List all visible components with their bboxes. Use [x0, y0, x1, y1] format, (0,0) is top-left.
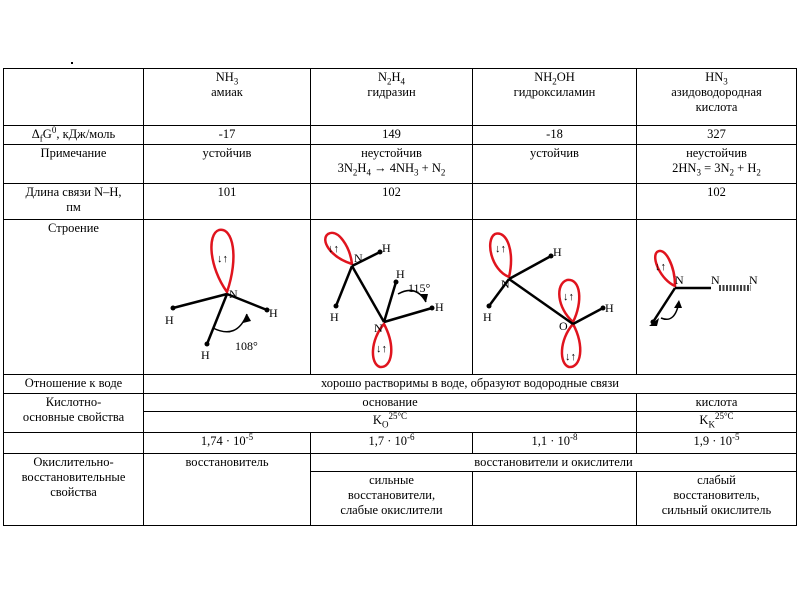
note-n2h4: неустойчив $3N_2H_4 \to 4NH_3 + N_2$ [311, 145, 473, 184]
nh3-h-label-2: H [269, 306, 278, 320]
n2h4-n-label-2: N [373, 321, 383, 335]
nh2oh-orbital-n [490, 234, 511, 277]
bond-nh3: 101 [144, 184, 311, 220]
gibbs-n2h4: 149 [311, 126, 473, 145]
nh2oh-arrows-n: ↓↑ [494, 243, 506, 255]
note-label: Примечание [4, 145, 144, 184]
redox-row-1 [4, 454, 797, 472]
header-hn3: $HN_3$ азидоводородная кислота [637, 69, 797, 126]
nh3-h-label-1: H [165, 313, 174, 327]
nh2oh-arrows-o-1: ↓↑ [562, 291, 574, 303]
water-label: Отношение к воде [4, 375, 144, 394]
note-hn3: неустойчив $2HN_3 = 3N_2 + H_2$ [637, 145, 797, 184]
note-nh3: устойчив [144, 145, 311, 184]
redox-n2h4: сильные восстановители, слабые окислители [311, 472, 473, 526]
nh2oh-o-label: O [558, 319, 568, 333]
n2h4-arrows-top: ↓↑ [327, 243, 339, 255]
hn3-n-label-2: N [710, 273, 720, 287]
k-n2h4: $1,7 \cdot 10^{-6}$ [311, 433, 473, 454]
nh2oh-h-label-1: H [552, 245, 562, 259]
n2h4-structure [311, 220, 473, 375]
n2h4-h-label-4: H [434, 300, 444, 314]
n2h4-diagram [312, 222, 472, 372]
acid-acid-value: кислота [637, 394, 797, 412]
k-nh2oh: $1,1 \cdot 10^{-8}$ [473, 433, 637, 454]
nh2oh-h-label-3: H [604, 301, 614, 315]
header-nh2oh: $NH_2OH$ гидроксиламин [473, 69, 637, 126]
n2h4-n-n-bond [352, 266, 384, 322]
structure-label: Строение [4, 220, 144, 375]
note-row [4, 145, 797, 184]
gibbs-hn3: 327 [637, 126, 797, 145]
nh2oh-diagram [475, 222, 635, 372]
acid-label: Кислотно- основные свойства [4, 394, 144, 433]
bond-hn3: 102 [637, 184, 797, 220]
k-nh3: $1,74 \cdot 10^{-5}$ [144, 433, 311, 454]
redox-nh2oh [473, 472, 637, 526]
gibbs-nh2oh: -18 [473, 126, 637, 145]
header-row [4, 69, 797, 126]
n2h4-h-label-1: H [381, 241, 391, 255]
header-nh3: $NH_3$ амиак [144, 69, 311, 126]
water-row [4, 375, 797, 394]
n2h4-angle-label: 115° [407, 281, 430, 295]
structure-row [4, 220, 797, 375]
header-n2h4: $N_2H_4$ гидразин [311, 69, 473, 126]
properties-table [3, 68, 797, 526]
hn3-diagram [639, 222, 795, 372]
bond-label: Длина связи N–H, пм [4, 184, 144, 220]
nh2oh-structure [473, 220, 637, 375]
redox-label: Окислительно- восстановительные свойства [4, 454, 144, 526]
ko-label: $K_O^{25^\circ C}$ [144, 412, 637, 433]
redox-shared: восстановители и окислители [311, 454, 797, 472]
n2h4-n-label-1: N [353, 251, 363, 265]
gibbs-nh3: -17 [144, 126, 311, 145]
constants-label-empty [4, 433, 144, 454]
nh2oh-arrows-o-2: ↓↑ [564, 351, 576, 363]
stray-dot [71, 62, 73, 64]
n2h4-h-label-2: H [329, 310, 339, 324]
nh2oh-h-label-2: H [482, 310, 492, 324]
kk-label: $K_K^{25^\circ C}$ [637, 412, 797, 433]
acid-row-1 [4, 394, 797, 412]
hn3-structure [637, 220, 797, 375]
bond-nh2oh [473, 184, 637, 220]
corner-cell [4, 69, 144, 126]
hn3-n-label-3: N [748, 273, 758, 287]
hn3-arrows: ↓↑ [654, 261, 666, 273]
acid-base-value: основание [144, 394, 637, 412]
bond-n2h4: 102 [311, 184, 473, 220]
nh3-structure [144, 220, 311, 375]
nh3-electron-arrows: ↓↑ [217, 253, 228, 265]
redox-hn3: слабый восстановитель, сильный окислитель [637, 472, 797, 526]
hn3-n-label-1: N [674, 273, 684, 287]
k-hn3: $1,9 \cdot 10^{-5}$ [637, 433, 797, 454]
note-nh2oh: устойчив [473, 145, 637, 184]
bond-row [4, 184, 797, 220]
n2h4-arrows-bottom: ↓↑ [375, 343, 387, 355]
nh3-bond-3 [207, 294, 227, 344]
nh3-h-label-3: H [201, 348, 210, 362]
gibbs-row [4, 126, 797, 145]
nh3-diagram [147, 222, 307, 372]
nh3-angle-label: 108° [235, 339, 258, 353]
water-value: хорошо растворимы в воде, образуют водородные связи [144, 375, 797, 394]
constants-row [4, 433, 797, 454]
nh2oh-n-label: N [500, 277, 510, 291]
gibbs-label: $\Delta_fG^0$, кДж/моль [4, 126, 144, 145]
redox-nh3: восстановитель [144, 454, 311, 526]
nh3-n-label: N [229, 287, 238, 301]
n2h4-h-label-3: H [395, 267, 405, 281]
nh3-bond-1 [173, 294, 227, 308]
